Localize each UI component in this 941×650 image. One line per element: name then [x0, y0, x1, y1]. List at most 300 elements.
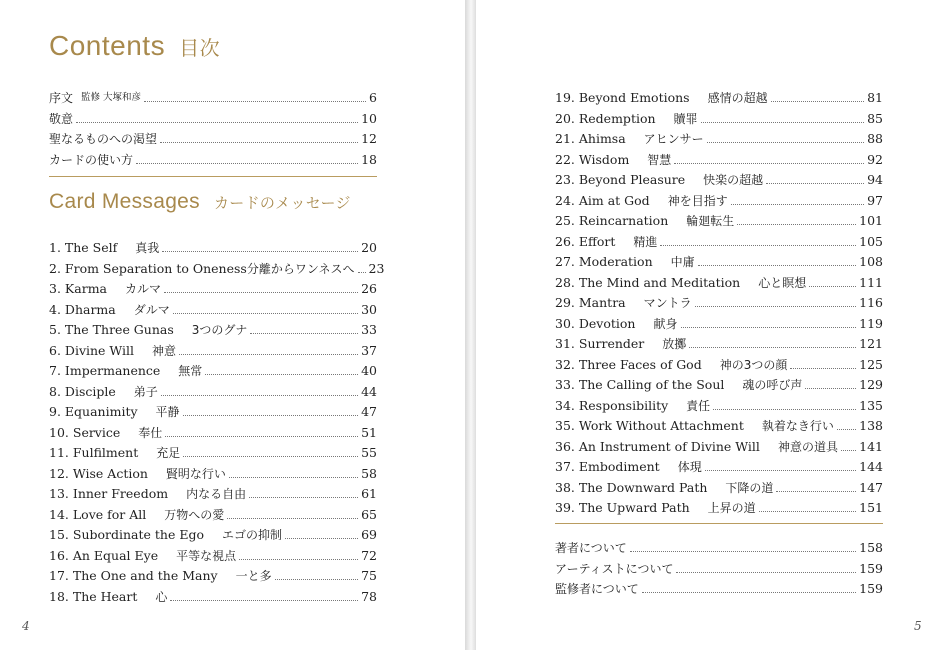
toc-card-entry — [555, 476, 883, 496]
card-title-jp: 責任 — [686, 398, 711, 413]
card-title-jp: 弟子 — [133, 384, 158, 399]
card-title-en: Divine Will — [64, 342, 135, 358]
card-title-en: Fulfilment — [72, 445, 139, 460]
toc-entry — [555, 577, 883, 597]
card-number: 22. — [555, 151, 575, 167]
dot-leader — [275, 579, 358, 580]
page-ref: 151 — [859, 500, 883, 515]
card-title-jp: 奉仕 — [138, 425, 163, 440]
card-title — [555, 418, 744, 434]
card-title-en: The Upward Path — [578, 500, 690, 515]
card-title — [555, 254, 653, 270]
card-title — [49, 404, 138, 420]
toc-card-entry — [49, 380, 377, 400]
dot-leader — [707, 142, 864, 143]
card-number: 18. — [49, 588, 69, 604]
card-title — [555, 295, 626, 311]
page-number-right: 5 — [914, 619, 922, 633]
entry-title: 序文 — [49, 91, 74, 105]
card-title-jp: 賢明な行い — [165, 466, 226, 481]
dot-leader — [183, 456, 358, 457]
page-ref: 65 — [361, 506, 377, 522]
card-title-en: Love for All — [72, 506, 147, 522]
toc-entry — [49, 148, 377, 168]
page-ref: 61 — [361, 486, 377, 501]
card-title-en: The One and the Many — [72, 568, 218, 583]
card-number: 4. — [49, 301, 61, 317]
dot-leader — [660, 245, 856, 246]
dot-leader — [642, 592, 856, 593]
card-title-en: Aim at God — [578, 192, 650, 208]
card-title-en: Reincarnation — [578, 213, 669, 228]
page-ref: 147 — [859, 479, 883, 495]
card-number: 36. — [555, 438, 575, 454]
page-ref: 111 — [859, 274, 883, 290]
page-ref: 144 — [859, 459, 883, 474]
page-ref: 72 — [361, 547, 377, 563]
entry-title: 監修者について — [555, 582, 639, 596]
card-title — [555, 111, 656, 127]
card-number: 9. — [49, 404, 61, 419]
card-title-en: The Downward Path — [578, 479, 708, 495]
card-title-en: An Equal Eye — [72, 547, 159, 563]
page-ref: 88 — [867, 131, 883, 146]
toc-card-entry — [555, 86, 883, 106]
toc-card-entry — [555, 373, 883, 393]
card-title — [49, 466, 148, 482]
card-title-en: Karma — [64, 281, 107, 296]
card-title-en: Surrender — [578, 336, 645, 351]
contents-heading-en: Contents — [49, 30, 166, 61]
toc-card-entry — [49, 503, 377, 523]
toc-card-entry — [555, 189, 883, 209]
page-ref: 78 — [361, 588, 377, 604]
card-title-en: Inner Freedom — [72, 486, 169, 501]
dot-leader — [161, 395, 358, 396]
page-ref: 10 — [361, 110, 377, 126]
card-title — [49, 363, 160, 379]
page-ref: 44 — [361, 383, 377, 399]
card-title-en: Responsibility — [578, 397, 669, 413]
card-title — [555, 152, 629, 168]
toc-card-entry — [555, 250, 883, 270]
card-title — [49, 384, 116, 400]
page-ref: 159 — [859, 581, 883, 596]
card-title-en: Dharma — [64, 301, 116, 317]
card-title — [49, 281, 107, 297]
toc-card-entry — [555, 271, 883, 291]
dot-leader — [179, 354, 358, 355]
dot-leader — [144, 101, 366, 102]
page-ref: 92 — [867, 151, 883, 167]
dot-leader — [170, 600, 358, 601]
card-title — [555, 131, 626, 147]
dot-leader — [674, 163, 864, 164]
toc-card-entry — [555, 209, 883, 229]
card-number: 20. — [555, 110, 575, 126]
toc-card-entry — [49, 400, 377, 420]
page-ref: 81 — [867, 90, 883, 105]
card-number: 21. — [555, 131, 575, 146]
dot-leader — [136, 163, 358, 164]
page-ref: 135 — [859, 397, 883, 413]
card-title-en: Impermanence — [64, 363, 161, 378]
entry-title: 敬意 — [49, 111, 74, 126]
card-title — [555, 275, 740, 291]
page-ref: 119 — [859, 315, 883, 331]
toc-card-entry — [555, 332, 883, 352]
card-number: 33. — [555, 377, 575, 392]
card-number: 32. — [555, 356, 575, 372]
card-title — [555, 500, 690, 516]
dot-leader — [229, 477, 358, 478]
page-ref: 159 — [859, 560, 883, 576]
card-title-jp: カルマ — [125, 282, 162, 296]
dot-leader — [809, 286, 856, 287]
card-title — [555, 213, 668, 229]
dot-leader — [731, 204, 864, 205]
dot-leader — [227, 518, 358, 519]
dot-leader — [759, 511, 856, 512]
card-title-jp: 体現 — [677, 460, 702, 474]
card-title-jp: 3つのグナ — [191, 323, 248, 337]
toc-card-entry — [49, 359, 377, 379]
dot-leader — [205, 374, 358, 375]
card-title — [555, 398, 668, 414]
card-title-jp: 精進 — [633, 234, 658, 249]
card-title — [555, 193, 650, 209]
card-number: 35. — [555, 418, 575, 433]
card-title — [555, 439, 760, 455]
card-title-jp: 心と瞑想 — [758, 275, 807, 290]
card-title-en: Wisdom — [578, 151, 630, 167]
page-ref: 37 — [361, 342, 377, 358]
page-ref: 85 — [867, 110, 883, 126]
card-number: 2. — [49, 260, 61, 276]
card-title-jp: 平静 — [155, 405, 180, 419]
card-title-jp: 内なる自由 — [186, 487, 247, 501]
card-title — [49, 261, 247, 277]
page-ref: 51 — [361, 424, 377, 440]
dot-leader — [250, 333, 358, 334]
dot-leader — [841, 450, 856, 451]
dot-leader — [681, 327, 857, 328]
card-title — [49, 507, 146, 523]
card-title-jp: 分離からワンネスへ — [246, 261, 355, 276]
card-number: 13. — [49, 486, 69, 501]
card-title — [555, 90, 690, 106]
card-title-jp: 魂の呼び声 — [742, 378, 803, 392]
card-number: 1. — [49, 240, 61, 255]
card-number: 29. — [555, 295, 575, 310]
page-ref: 69 — [361, 527, 377, 542]
toc-entry — [49, 107, 377, 127]
card-number: 19. — [555, 90, 575, 105]
page-ref: 158 — [859, 540, 883, 555]
card-title — [49, 589, 137, 605]
card-number: 15. — [49, 527, 69, 542]
page-ref: 108 — [859, 254, 883, 269]
card-messages-heading — [49, 190, 351, 214]
card-number: 27. — [555, 254, 575, 269]
card-number: 34. — [555, 397, 575, 413]
page-ref: 141 — [859, 438, 883, 454]
card-title-jp: 下降の道 — [725, 480, 774, 495]
card-number: 30. — [555, 315, 575, 331]
toc-card-entry — [49, 564, 377, 584]
page-ref: 20 — [361, 240, 377, 255]
page-ref: 97 — [867, 192, 883, 208]
card-title — [555, 316, 635, 332]
card-title — [49, 486, 168, 502]
dot-leader — [698, 265, 857, 266]
card-messages-heading-jp: カードのメッセージ — [213, 195, 351, 212]
card-title — [555, 336, 644, 352]
card-number: 37. — [555, 459, 575, 474]
card-number: 39. — [555, 500, 575, 515]
entry-title: 聖なるものへの渇望 — [49, 132, 158, 146]
page-ref: 75 — [361, 568, 377, 583]
card-title-jp: 神意の道具 — [777, 439, 838, 454]
card-title-en: Mantra — [578, 295, 626, 310]
dot-leader — [165, 436, 358, 437]
card-title-jp: 真我 — [135, 241, 160, 255]
toc-entry — [555, 557, 883, 577]
card-title-en: Service — [72, 424, 121, 440]
toc-card-entry — [49, 482, 377, 502]
page-ref: 125 — [859, 356, 883, 372]
card-title-jp: アヒンサー — [643, 132, 704, 146]
card-title-jp: 感情の超越 — [707, 91, 768, 105]
book-gutter — [465, 0, 476, 650]
card-number: 12. — [49, 465, 69, 481]
toc-card-entry — [555, 148, 883, 168]
right-page — [476, 0, 941, 650]
dot-leader — [630, 551, 856, 552]
card-title-en: Effort — [578, 233, 616, 249]
dot-leader — [164, 292, 358, 293]
dot-leader — [676, 572, 856, 573]
card-title-en: Embodiment — [578, 459, 660, 474]
page-ref: 55 — [361, 445, 377, 460]
card-title-jp: 快楽の超越 — [703, 173, 764, 187]
card-number: 26. — [555, 233, 575, 249]
card-title-jp: 上昇の道 — [707, 501, 756, 515]
card-title-jp: 無常 — [178, 364, 203, 378]
card-number: 31. — [555, 336, 575, 351]
toc-card-entry — [555, 496, 883, 516]
card-title-jp: 神を目指す — [667, 193, 728, 208]
dot-leader — [173, 313, 358, 314]
card-messages-heading-en: Card Messages — [49, 190, 200, 213]
card-number: 28. — [555, 274, 575, 290]
card-title — [49, 240, 117, 256]
card-number: 6. — [49, 342, 61, 358]
toc-card-entry — [49, 441, 377, 461]
card-title-en: Equanimity — [64, 404, 138, 419]
toc-card-entry — [555, 353, 883, 373]
card-title-jp: 万物への愛 — [164, 507, 225, 522]
card-title-jp: ダルマ — [133, 302, 170, 317]
card-title-jp: マントラ — [643, 296, 692, 310]
card-title — [49, 302, 116, 318]
card-title-jp: 平等な視点 — [176, 548, 237, 563]
toc-card-entry — [49, 339, 377, 359]
toc-entry — [49, 127, 377, 147]
dot-leader — [837, 429, 856, 430]
card-title-jp: 放擲 — [662, 337, 687, 351]
card-title — [49, 445, 138, 461]
dot-leader — [239, 559, 358, 560]
toc-card-entry — [49, 523, 377, 543]
page-ref: 138 — [859, 418, 883, 433]
card-title — [555, 357, 702, 373]
dot-leader — [160, 142, 358, 143]
dot-leader — [76, 122, 358, 123]
entry-title: カードの使い方 — [49, 152, 134, 167]
dot-leader — [713, 409, 856, 410]
toc-card-entry — [555, 127, 883, 147]
page-ref: 33 — [361, 322, 377, 337]
card-number: 11. — [49, 445, 69, 460]
card-title — [555, 459, 660, 475]
page-number-left: 4 — [22, 619, 30, 633]
card-title-jp: 中庸 — [670, 255, 695, 269]
toc-card-entry — [49, 318, 377, 338]
card-title-en: Disciple — [64, 383, 116, 399]
toc-card-entry — [555, 291, 883, 311]
toc-card-entry — [49, 544, 377, 564]
toc-entry — [49, 86, 377, 106]
card-number: 7. — [49, 363, 61, 378]
toc-card-entry — [49, 236, 377, 256]
toc-card-entry — [49, 462, 377, 482]
toc-card-entry — [555, 414, 883, 434]
page-ref: 12 — [361, 131, 377, 146]
card-title-jp: 一と多 — [235, 569, 272, 583]
dot-leader — [705, 470, 856, 471]
entry-subtitle: 監修 大塚和彦 — [81, 92, 142, 103]
entry-title: アーティストについて — [555, 561, 674, 576]
card-title-jp: 贖罪 — [673, 111, 698, 126]
card-number: 16. — [49, 547, 69, 563]
card-title — [49, 322, 174, 338]
page-ref: 94 — [867, 172, 883, 187]
dot-leader — [358, 272, 366, 273]
card-title-en: Beyond Emotions — [578, 90, 690, 105]
toc-card-entry — [49, 277, 377, 297]
card-title-en: Beyond Pleasure — [578, 172, 686, 187]
page-ref: 121 — [859, 336, 883, 351]
card-title-jp: 輪廻転生 — [686, 214, 735, 228]
dot-leader — [790, 368, 856, 369]
dot-leader — [737, 224, 856, 225]
card-title — [49, 343, 134, 359]
card-number: 23. — [555, 172, 575, 187]
left-page — [0, 0, 465, 650]
dot-leader — [162, 251, 358, 252]
card-title — [555, 480, 707, 496]
page-ref: 129 — [859, 377, 883, 392]
card-title-en: Work Without Attachment — [578, 418, 744, 433]
toc-card-entry — [555, 455, 883, 475]
dot-leader — [689, 347, 856, 348]
card-number: 25. — [555, 213, 575, 228]
card-title — [49, 425, 120, 441]
card-number: 24. — [555, 192, 575, 208]
card-title-jp: 執着なき行い — [761, 419, 834, 433]
toc-entry — [555, 536, 883, 556]
page-ref: 18 — [361, 151, 377, 167]
page-ref: 105 — [859, 233, 883, 249]
card-number: 8. — [49, 383, 61, 399]
toc-card-entry — [49, 585, 377, 605]
card-title-jp: 神の3つの顔 — [719, 357, 788, 372]
card-title-jp: エゴの抑制 — [222, 528, 283, 542]
page-ref: 26 — [361, 281, 377, 296]
toc-card-entry — [49, 298, 377, 318]
card-number: 14. — [49, 506, 69, 522]
card-title-en: The Calling of the Soul — [578, 377, 725, 392]
card-title-en: Redemption — [578, 110, 656, 126]
contents-heading — [49, 30, 220, 62]
card-title — [49, 568, 218, 584]
dot-leader — [249, 497, 358, 498]
dot-leader — [701, 122, 865, 123]
dot-leader — [776, 491, 856, 492]
card-number: 5. — [49, 322, 61, 337]
dot-leader — [805, 388, 856, 389]
dot-leader — [771, 101, 864, 102]
card-title — [49, 548, 158, 564]
card-number: 3. — [49, 281, 61, 296]
card-number: 17. — [49, 568, 69, 583]
card-title-jp: 智慧 — [647, 152, 672, 167]
card-title-jp: 神意 — [152, 343, 177, 358]
card-title-en: The Mind and Meditation — [578, 274, 741, 290]
card-title-en: Subordinate the Ego — [72, 527, 204, 542]
card-title — [49, 527, 204, 543]
card-title — [555, 234, 615, 250]
dot-leader — [285, 538, 358, 539]
contents-heading-jp: 目次 — [179, 38, 221, 60]
card-number: 10. — [49, 424, 69, 440]
card-title-en: Moderation — [578, 254, 653, 269]
toc-card-entry — [555, 435, 883, 455]
toc-card-entry — [555, 107, 883, 127]
toc-card-entry — [555, 168, 883, 188]
card-title-jp: 充足 — [156, 446, 181, 460]
page-ref: 47 — [361, 404, 377, 419]
card-title-jp: 献身 — [653, 316, 678, 331]
page-ref: 30 — [361, 301, 377, 317]
card-title — [555, 172, 685, 188]
toc-card-entry — [49, 421, 377, 441]
dot-leader — [695, 306, 856, 307]
toc-card-entry — [555, 230, 883, 250]
page-ref: 58 — [361, 465, 377, 481]
page-ref: 23 — [368, 260, 385, 276]
card-title-en: Three Faces of God — [578, 356, 702, 372]
dot-leader — [183, 415, 359, 416]
page-ref: 116 — [859, 295, 883, 310]
entry-title: 著者について — [555, 541, 627, 555]
page-ref: 40 — [361, 363, 377, 378]
card-title-en: The Self — [64, 240, 118, 255]
toc-card-entry — [49, 257, 385, 277]
card-title-en: Wise Action — [72, 465, 148, 481]
page-ref: 6 — [369, 90, 377, 105]
